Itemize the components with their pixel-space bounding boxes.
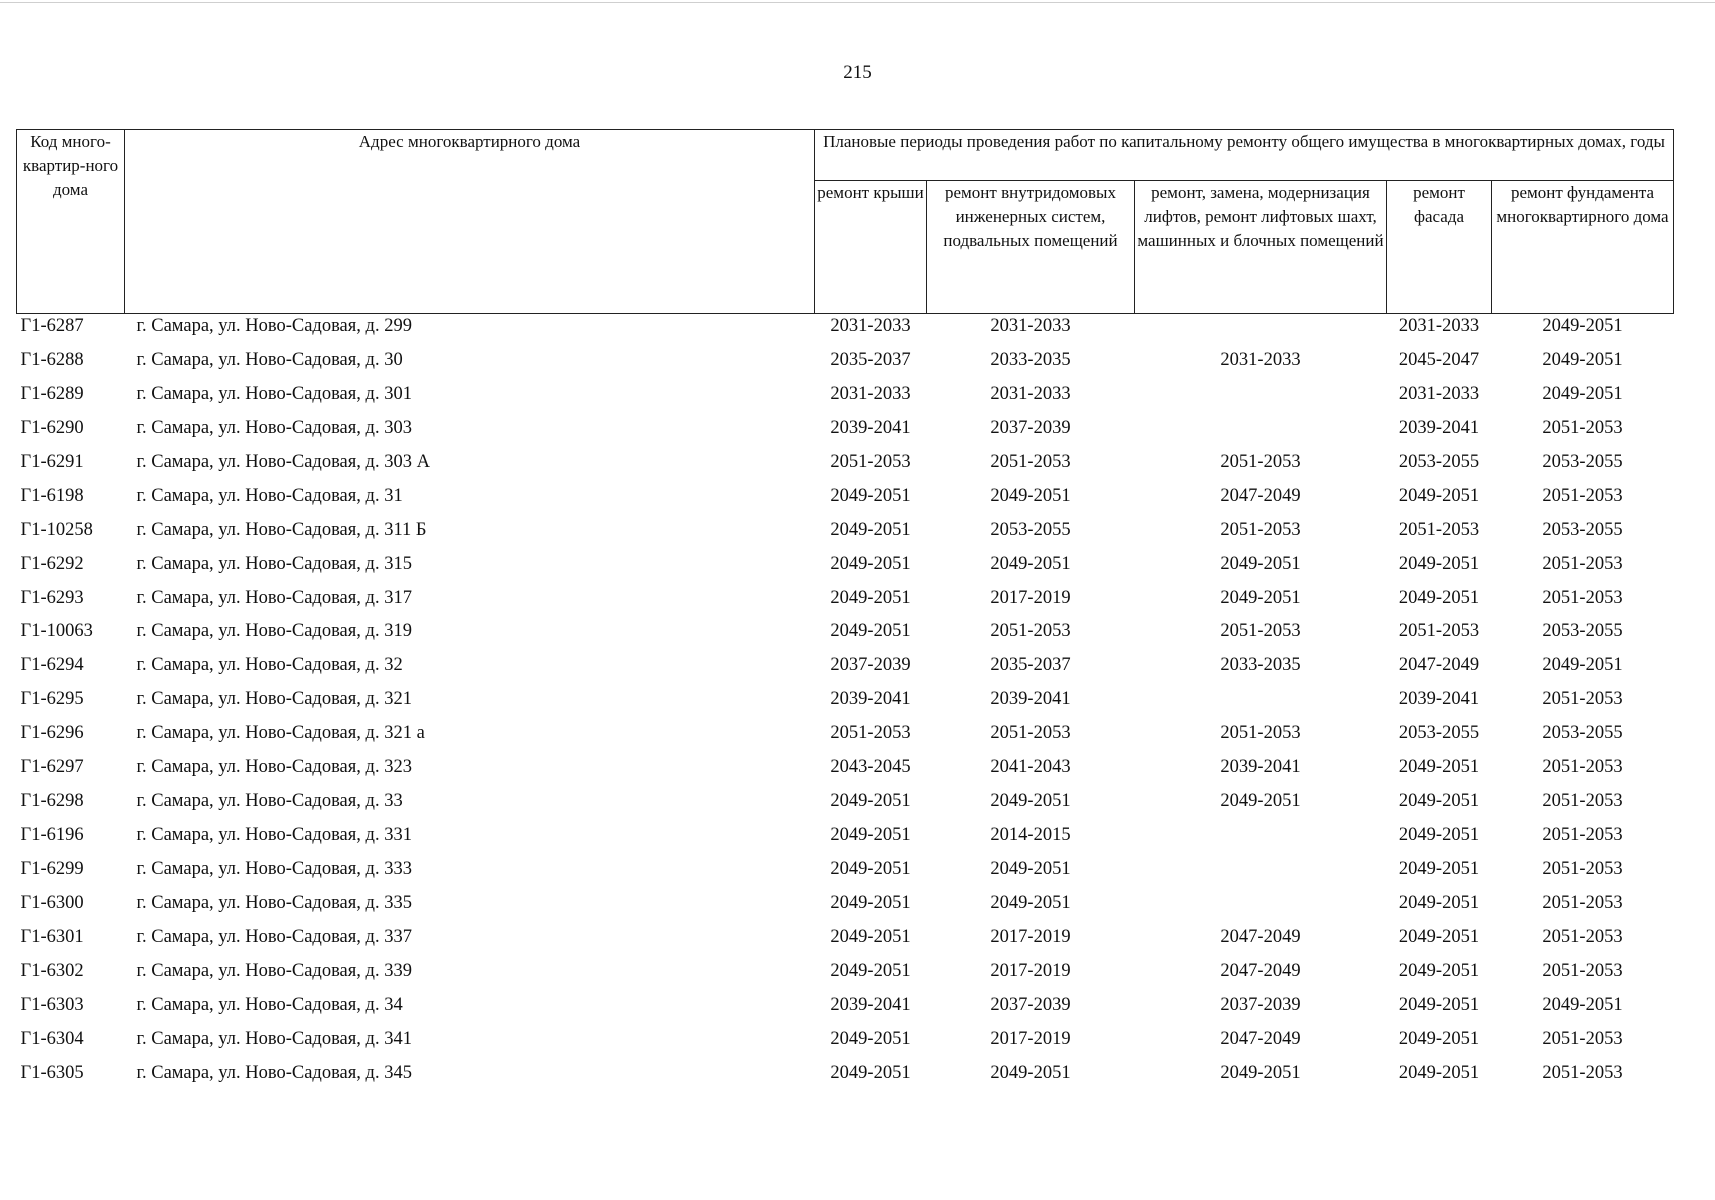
house-code-cell: Г1-6289	[20, 383, 84, 404]
facade-repair-cell: 2053-2055	[1398, 723, 1480, 744]
address-cell: г. Самара, ул. Ново-Садовая, д. 33	[136, 791, 403, 812]
table-row	[17, 484, 1674, 518]
roof-repair-cell: 2049-2051	[830, 960, 911, 981]
roof-repair-cell: 2051-2053	[830, 723, 911, 744]
house-code-cell: Г1-6304	[20, 1028, 84, 1049]
elevator-repair-cell: 2047-2049	[1220, 485, 1301, 506]
foundation-repair-cell: 2053-2055	[1542, 451, 1623, 472]
header-elevator: ремонт, замена, модернизация лифтов, ремонт лифтовых шахт, машинных и блочных помещений	[1135, 181, 1387, 314]
engineering-repair-cell: 2017-2019	[990, 960, 1071, 981]
facade-repair-cell: 2047-2049	[1398, 655, 1480, 676]
elevator-repair-cell: 2051-2053	[1220, 621, 1301, 642]
address-cell: г. Самара, ул. Ново-Садовая, д. 333	[136, 859, 412, 879]
table-row	[17, 993, 1674, 1027]
table-row	[17, 314, 1674, 348]
house-code-cell: Г1-6302	[20, 960, 84, 981]
address-cell: г. Самара, ул. Ново-Садовая, д. 303 А	[136, 451, 430, 472]
facade-repair-cell: 2049-2051	[1398, 1062, 1480, 1083]
roof-repair-cell: 2049-2051	[830, 587, 911, 608]
roof-repair-cell: 2039-2041	[830, 689, 911, 710]
table-row	[17, 348, 1674, 382]
foundation-repair-cell: 2051-2053	[1542, 587, 1623, 608]
engineering-repair-cell: 2051-2053	[990, 451, 1071, 472]
foundation-repair-cell: 2051-2053	[1542, 485, 1623, 506]
roof-repair-cell: 2043-2045	[830, 757, 911, 778]
table-row	[17, 552, 1674, 586]
elevator-repair-cell: 2049-2051	[1220, 791, 1301, 812]
engineering-repair-cell: 2037-2039	[990, 994, 1071, 1015]
facade-repair-cell: 2039-2041	[1398, 417, 1480, 438]
facade-repair-cell: 2049-2051	[1398, 791, 1480, 812]
table-row	[17, 823, 1674, 857]
house-code-cell: Г1-6296	[20, 723, 84, 744]
roof-repair-cell: 2049-2051	[830, 1062, 911, 1083]
roof-repair-cell: 2049-2051	[830, 892, 911, 913]
foundation-repair-cell: 2049-2051	[1542, 655, 1623, 676]
repair-schedule-table	[16, 129, 1674, 1095]
facade-repair-cell: 2053-2055	[1398, 451, 1480, 472]
engineering-repair-cell: 2017-2019	[990, 926, 1071, 947]
elevator-repair-cell	[1135, 857, 1387, 891]
address-cell: г. Самара, ул. Ново-Садовая, д. 323	[136, 757, 412, 778]
foundation-repair-cell: 2049-2051	[1542, 349, 1623, 370]
house-code-cell: Г1-6301	[20, 926, 84, 947]
elevator-repair-cell: 2047-2049	[1220, 960, 1301, 981]
engineering-repair-cell: 2033-2035	[990, 349, 1071, 370]
facade-repair-cell: 2049-2051	[1398, 859, 1480, 879]
roof-repair-cell: 2049-2051	[830, 859, 911, 879]
facade-repair-cell: 2031-2033	[1398, 383, 1480, 404]
roof-repair-cell: 2049-2051	[830, 485, 911, 506]
top-rule	[0, 2, 1715, 3]
foundation-repair-cell: 2053-2055	[1542, 519, 1623, 540]
table-row	[17, 789, 1674, 823]
address-cell: г. Самара, ул. Ново-Садовая, д. 321	[136, 689, 412, 710]
elevator-repair-cell	[1135, 687, 1387, 721]
roof-repair-cell: 2049-2051	[830, 621, 911, 642]
table-row	[17, 755, 1674, 789]
elevator-repair-cell	[1135, 891, 1387, 925]
foundation-repair-cell: 2051-2053	[1542, 960, 1623, 981]
address-cell: г. Самара, ул. Ново-Садовая, д. 303	[136, 417, 412, 438]
foundation-repair-cell: 2051-2053	[1542, 859, 1623, 879]
roof-repair-cell: 2035-2037	[830, 349, 911, 370]
address-cell: г. Самара, ул. Ново-Садовая, д. 30	[136, 349, 403, 370]
facade-repair-cell: 2051-2053	[1398, 519, 1480, 540]
roof-repair-cell: 2049-2051	[830, 825, 911, 846]
header-facade: ремонт фасада	[1387, 181, 1492, 314]
elevator-repair-cell: 2039-2041	[1220, 757, 1301, 778]
roof-repair-cell: 2049-2051	[830, 553, 911, 574]
table-row	[17, 925, 1674, 959]
engineering-repair-cell: 2049-2051	[990, 791, 1071, 812]
engineering-repair-cell: 2031-2033	[990, 383, 1071, 404]
elevator-repair-cell	[1135, 416, 1387, 450]
header-periods: Плановые периоды проведения работ по капитальному ремонту общего имущества в многоквартирных домах, годы	[815, 130, 1674, 181]
house-code-cell: Г1-6305	[20, 1062, 84, 1083]
table-row	[17, 619, 1674, 653]
foundation-repair-cell: 2051-2053	[1542, 757, 1623, 778]
elevator-repair-cell: 2049-2051	[1220, 1062, 1301, 1083]
house-code-cell: Г1-6297	[20, 757, 84, 778]
house-code-cell: Г1-10258	[20, 519, 93, 540]
engineering-repair-cell: 2049-2051	[990, 553, 1071, 574]
header-foundation: ремонт фундамента многоквартирного дома	[1492, 181, 1674, 314]
facade-repair-cell: 2049-2051	[1398, 825, 1480, 846]
table-row	[17, 382, 1674, 416]
facade-repair-cell: 2039-2041	[1398, 689, 1480, 710]
elevator-repair-cell: 2047-2049	[1220, 1028, 1301, 1049]
engineering-repair-cell: 2049-2051	[990, 1062, 1071, 1083]
engineering-repair-cell: 2041-2043	[990, 757, 1071, 778]
address-cell: г. Самара, ул. Ново-Садовая, д. 31	[136, 485, 403, 506]
engineering-repair-cell: 2014-2015	[990, 825, 1071, 846]
facade-repair-cell: 2049-2051	[1398, 553, 1480, 574]
engineering-repair-cell: 2035-2037	[990, 655, 1071, 676]
table-row	[17, 959, 1674, 993]
table-body	[17, 314, 1674, 1095]
address-cell: г. Самара, ул. Ново-Садовая, д. 32	[136, 655, 403, 676]
engineering-repair-cell: 2053-2055	[990, 519, 1071, 540]
foundation-repair-cell: 2053-2055	[1542, 723, 1623, 744]
foundation-repair-cell: 2051-2053	[1542, 791, 1623, 812]
facade-repair-cell: 2049-2051	[1398, 587, 1480, 608]
foundation-repair-cell: 2051-2053	[1542, 553, 1623, 574]
house-code-cell: Г1-6291	[20, 451, 84, 472]
house-code-cell: Г1-6295	[20, 689, 84, 710]
engineering-repair-cell: 2051-2053	[990, 723, 1071, 744]
table-row	[17, 891, 1674, 925]
foundation-repair-cell: 2049-2051	[1542, 994, 1623, 1015]
foundation-repair-cell: 2053-2055	[1542, 621, 1623, 642]
engineering-repair-cell: 2049-2051	[990, 859, 1071, 879]
facade-repair-cell: 2049-2051	[1398, 485, 1480, 506]
address-cell: г. Самара, ул. Ново-Садовая, д. 345	[136, 1062, 412, 1083]
header-address: Адрес многоквартирного дома	[125, 130, 815, 314]
page-number: 215	[843, 62, 872, 83]
address-cell: г. Самара, ул. Ново-Садовая, д. 331	[136, 825, 412, 846]
house-code-cell: Г1-6299	[20, 859, 84, 879]
roof-repair-cell: 2039-2041	[830, 417, 911, 438]
address-cell: г. Самара, ул. Ново-Садовая, д. 317	[136, 587, 412, 608]
house-code-cell: Г1-6290	[20, 417, 84, 438]
repair-schedule-sheet	[16, 129, 1674, 1095]
table-row	[17, 450, 1674, 484]
elevator-repair-cell: 2037-2039	[1220, 994, 1301, 1015]
address-cell: г. Самара, ул. Ново-Садовая, д. 341	[136, 1028, 412, 1049]
facade-repair-cell: 2049-2051	[1398, 926, 1480, 947]
elevator-repair-cell: 2047-2049	[1220, 926, 1301, 947]
header-roof: ремонт крыши	[815, 181, 927, 314]
elevator-repair-cell: 2033-2035	[1220, 655, 1301, 676]
house-code-cell: Г1-6198	[20, 485, 84, 506]
foundation-repair-cell: 2049-2051	[1542, 316, 1623, 336]
address-cell: г. Самара, ул. Ново-Садовая, д. 34	[136, 994, 403, 1015]
foundation-repair-cell: 2051-2053	[1542, 892, 1623, 913]
address-cell: г. Самара, ул. Ново-Садовая, д. 337	[136, 926, 412, 947]
roof-repair-cell: 2049-2051	[830, 926, 911, 947]
house-code-cell: Г1-10063	[20, 621, 93, 642]
engineering-repair-cell: 2049-2051	[990, 892, 1071, 913]
elevator-repair-cell	[1135, 823, 1387, 857]
facade-repair-cell: 2045-2047	[1398, 349, 1480, 370]
roof-repair-cell: 2031-2033	[830, 316, 911, 336]
table-row	[17, 586, 1674, 620]
engineering-repair-cell: 2051-2053	[990, 621, 1071, 642]
table-row	[17, 653, 1674, 687]
table-row	[17, 1027, 1674, 1061]
roof-repair-cell: 2049-2051	[830, 1028, 911, 1049]
facade-repair-cell: 2049-2051	[1398, 757, 1480, 778]
facade-repair-cell: 2049-2051	[1398, 1028, 1480, 1049]
foundation-repair-cell: 2051-2053	[1542, 1028, 1623, 1049]
table-row	[17, 687, 1674, 721]
address-cell: г. Самара, ул. Ново-Садовая, д. 301	[136, 383, 412, 404]
engineering-repair-cell: 2031-2033	[990, 316, 1071, 336]
facade-repair-cell: 2049-2051	[1398, 994, 1480, 1015]
roof-repair-cell: 2051-2053	[830, 451, 911, 472]
elevator-repair-cell: 2049-2051	[1220, 553, 1301, 574]
house-code-cell: Г1-6287	[20, 316, 84, 336]
engineering-repair-cell: 2049-2051	[990, 485, 1071, 506]
foundation-repair-cell: 2051-2053	[1542, 689, 1623, 710]
elevator-repair-cell: 2051-2053	[1220, 723, 1301, 744]
elevator-repair-cell: 2051-2053	[1220, 519, 1301, 540]
roof-repair-cell: 2039-2041	[830, 994, 911, 1015]
address-cell: г. Самара, ул. Ново-Садовая, д. 321 а	[136, 723, 425, 744]
roof-repair-cell: 2031-2033	[830, 383, 911, 404]
roof-repair-cell: 2049-2051	[830, 791, 911, 812]
house-code-cell: Г1-6292	[20, 553, 84, 574]
table-row	[17, 1061, 1674, 1095]
address-cell: г. Самара, ул. Ново-Садовая, д. 339	[136, 960, 412, 981]
address-cell: г. Самара, ул. Ново-Садовая, д. 319	[136, 621, 412, 642]
foundation-repair-cell: 2051-2053	[1542, 417, 1623, 438]
engineering-repair-cell: 2017-2019	[990, 1028, 1071, 1049]
table-row	[17, 721, 1674, 755]
house-code-cell: Г1-6294	[20, 655, 84, 676]
engineering-repair-cell: 2037-2039	[990, 417, 1071, 438]
elevator-repair-cell	[1135, 382, 1387, 416]
address-cell: г. Самара, ул. Ново-Садовая, д. 311 Б	[136, 519, 427, 540]
header-engineering: ремонт внутридомовых инженерных систем, подвальных помещений	[927, 181, 1135, 314]
house-code-cell: Г1-6196	[20, 825, 84, 846]
header-code: Код много-квартир-ного дома	[17, 130, 125, 314]
foundation-repair-cell: 2049-2051	[1542, 383, 1623, 404]
engineering-repair-cell: 2039-2041	[990, 689, 1071, 710]
house-code-cell: Г1-6300	[20, 892, 84, 913]
facade-repair-cell: 2031-2033	[1398, 316, 1480, 336]
address-cell: г. Самара, ул. Ново-Садовая, д. 299	[136, 316, 412, 336]
engineering-repair-cell: 2017-2019	[990, 587, 1071, 608]
table-row	[17, 416, 1674, 450]
elevator-repair-cell: 2031-2033	[1220, 349, 1301, 370]
facade-repair-cell: 2049-2051	[1398, 960, 1480, 981]
elevator-repair-cell: 2051-2053	[1220, 451, 1301, 472]
house-code-cell: Г1-6298	[20, 791, 84, 812]
roof-repair-cell: 2049-2051	[830, 519, 911, 540]
foundation-repair-cell: 2051-2053	[1542, 926, 1623, 947]
facade-repair-cell: 2051-2053	[1398, 621, 1480, 642]
roof-repair-cell: 2037-2039	[830, 655, 911, 676]
house-code-cell: Г1-6303	[20, 994, 84, 1015]
facade-repair-cell: 2049-2051	[1398, 892, 1480, 913]
table-row	[17, 518, 1674, 552]
elevator-repair-cell	[1135, 314, 1387, 348]
address-cell: г. Самара, ул. Ново-Садовая, д. 315	[136, 553, 412, 574]
elevator-repair-cell: 2049-2051	[1220, 587, 1301, 608]
house-code-cell: Г1-6288	[20, 349, 84, 370]
table-row	[17, 857, 1674, 891]
foundation-repair-cell: 2051-2053	[1542, 825, 1623, 846]
address-cell: г. Самара, ул. Ново-Садовая, д. 335	[136, 892, 412, 913]
foundation-repair-cell: 2051-2053	[1542, 1062, 1623, 1083]
house-code-cell: Г1-6293	[20, 587, 84, 608]
